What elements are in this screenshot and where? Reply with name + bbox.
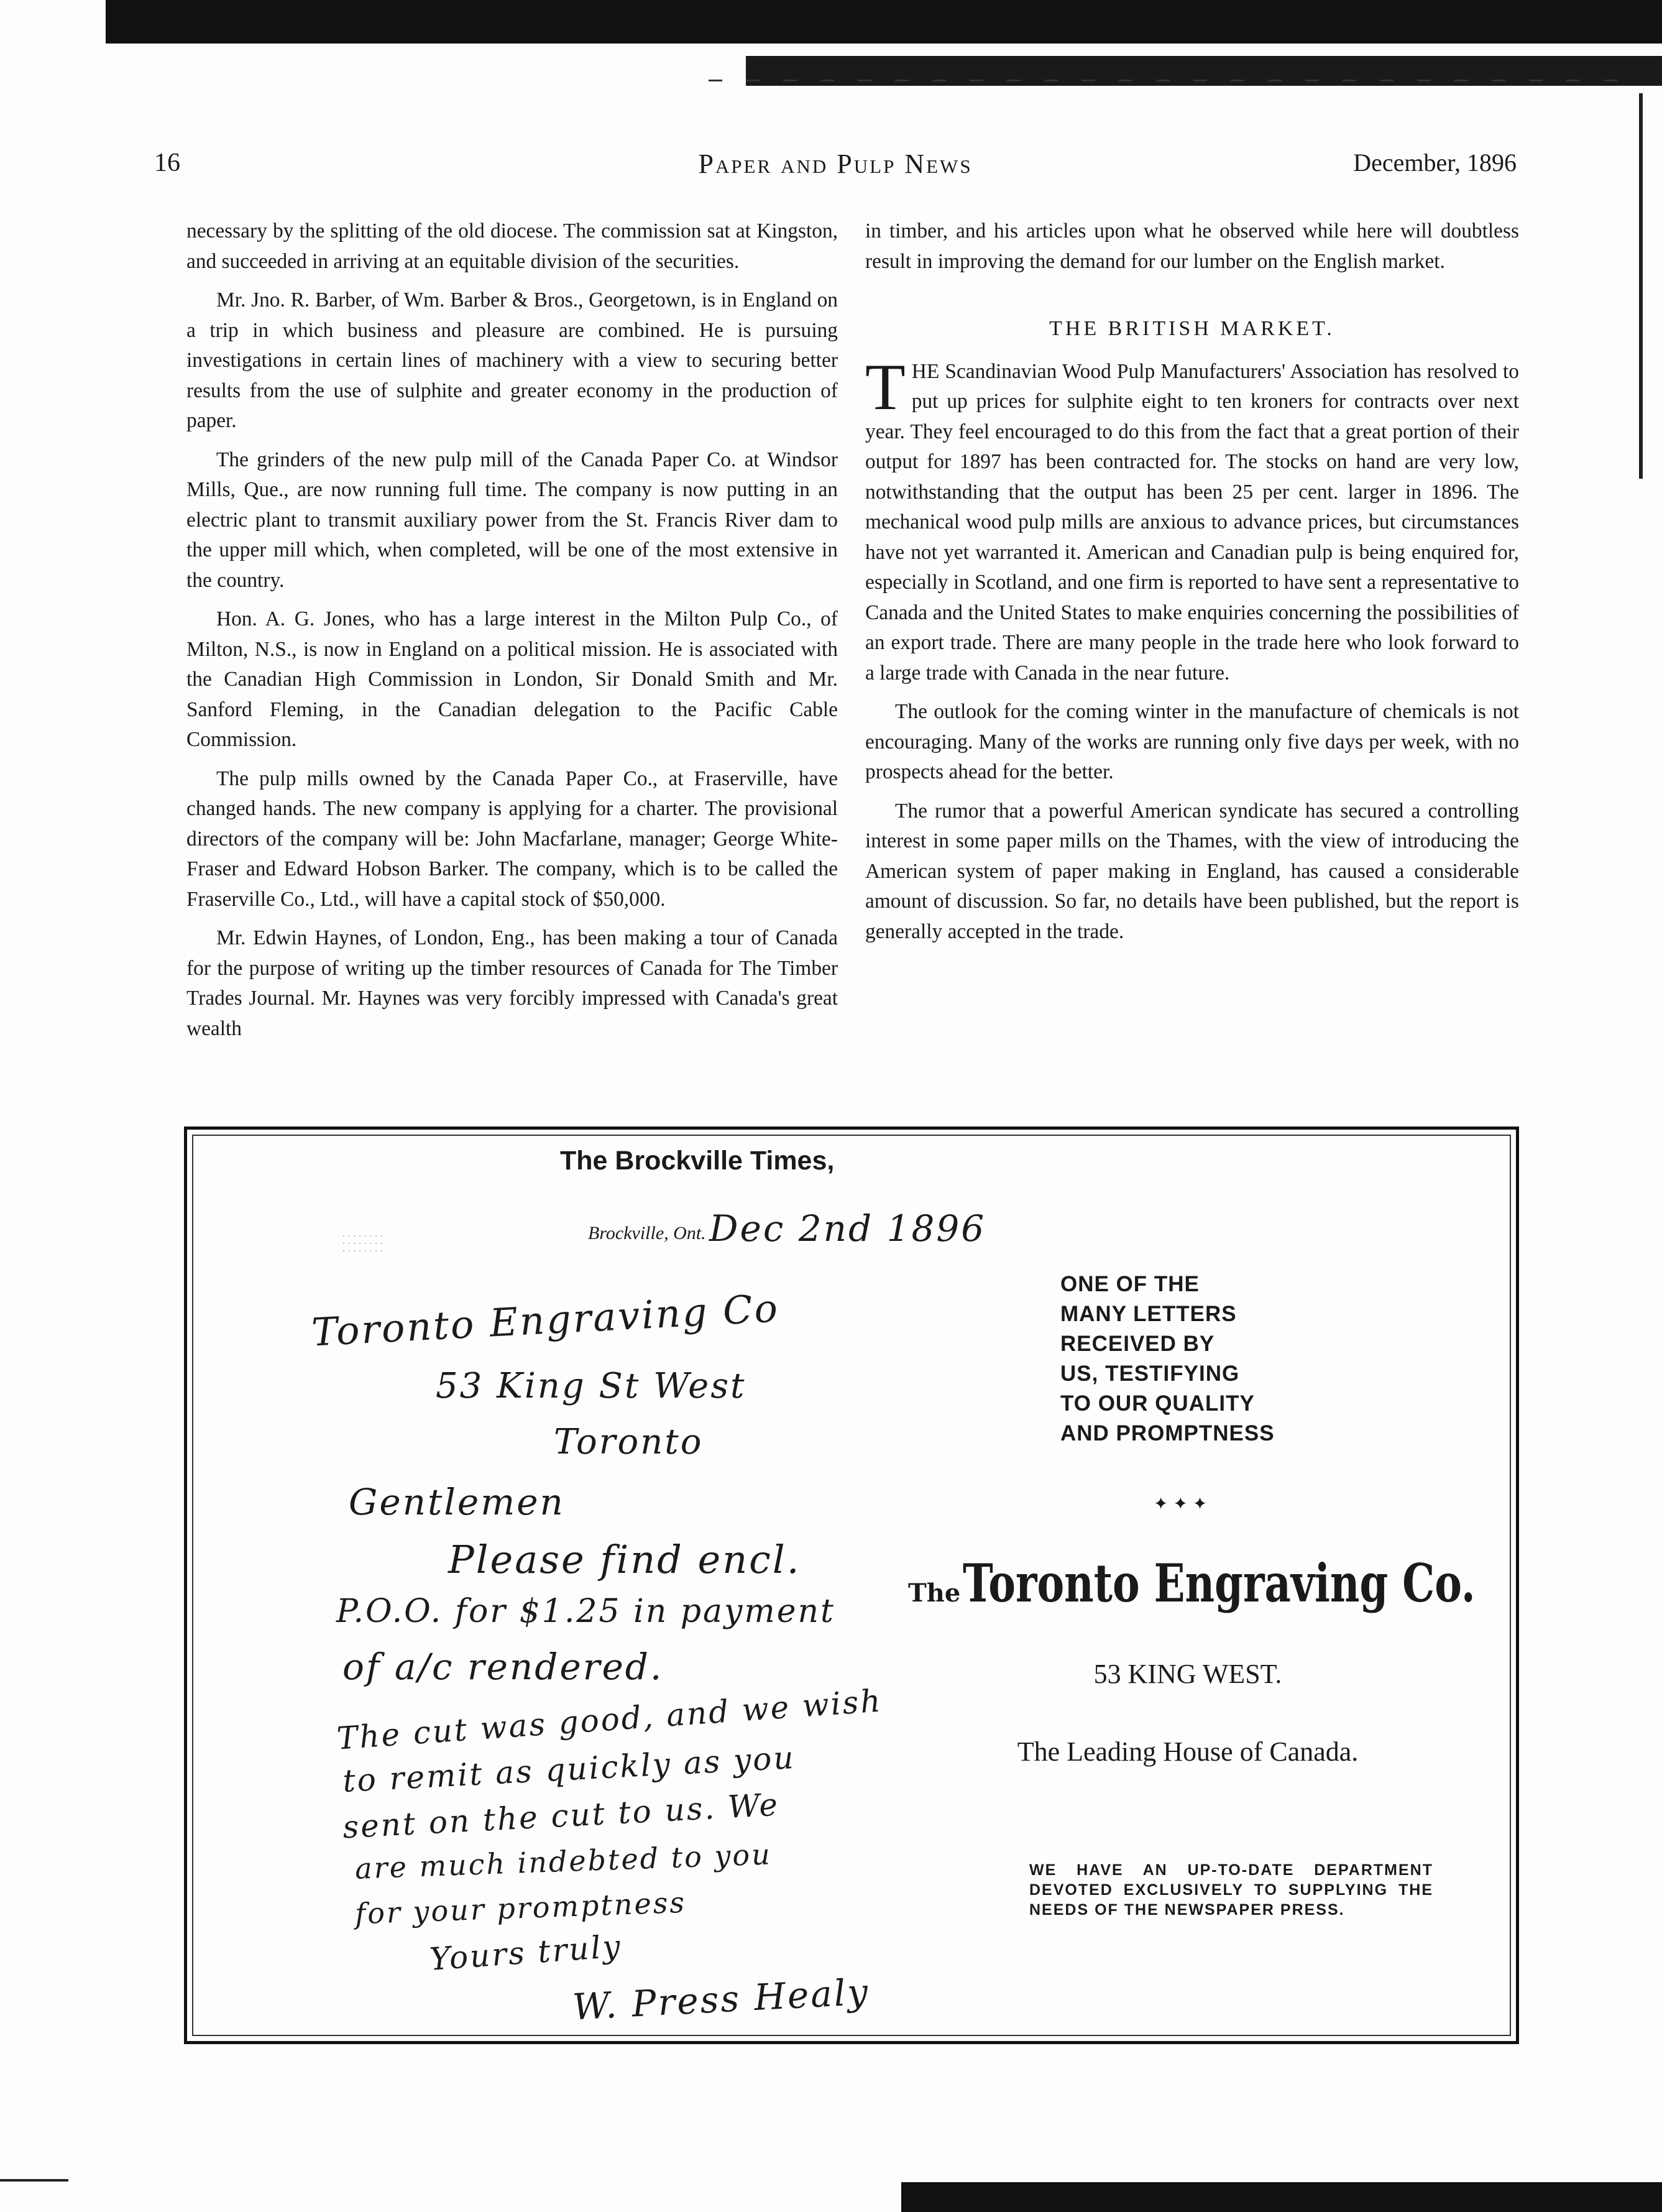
- company-address: 53 KING WEST.: [1093, 1659, 1282, 1689]
- letterhead-title: The Brockville Times,: [560, 1146, 835, 1176]
- letter-line: The cut was good, and we wish: [336, 1682, 884, 1757]
- letterhead-place: Brockville, Ont.: [588, 1223, 706, 1243]
- testimonial-blurb: [1060, 1270, 1275, 1449]
- publication-title: Paper and Pulp News: [698, 149, 973, 179]
- lead-paragraph: [865, 350, 1519, 689]
- letter-line: Toronto Engraving Co: [310, 1285, 781, 1355]
- issue-date: December, 1896: [1353, 149, 1517, 177]
- drop-cap: T: [865, 350, 906, 423]
- letter-line: P.O.O. for $1.25 in payment: [336, 1593, 835, 1630]
- paragraph: necessary by the splitting of the old diocese. The commission sat at Kingston, and succeeded in arriving at an equitable division of the securities.: [186, 219, 838, 273]
- paragraph: The grinders of the new pulp mill of the Canada Paper Co. at Windsor Mills, Que., are now running full time. The company is now putting in an electric plant to transmit auxiliary power from the St. Francis River dam to the upper mill which, when completed, will be one of the most extensive in the country.: [186, 448, 838, 592]
- company-title: Toronto Engraving Co.: [963, 1552, 1476, 1614]
- blurb-line: MANY LETTERS: [1060, 1302, 1237, 1326]
- letter-date: Dec 2nd 1896: [709, 1207, 986, 1250]
- letter-line: to remit as quickly as you: [341, 1739, 796, 1800]
- lead-paragraph-text: HE Scandinavian Wood Pulp Manufacturers' Association has resolved to put up prices for sulphite eight to ten kroners for contracts over next year. They feel encouraged to do this from the fact that a great portion of their output for 1897 has been contracted for. The stocks on hand are very low, notwithstanding that the output has been 25 per cent. larger in 1896. The mechanical wood pulp mills are anxious to advance prices, but circumstances have not yet warranted it. American and Canadian pulp is being enquired for, especially in Scotland, and one firm is reported to have sent a representative to Canada and the United States to make enquiries concerning the possibilities of an export trade. There are many people in the trade here who look forward to a large trade with Canada in the near future.: [865, 359, 1519, 684]
- letterhead-small-print: · · · · · · · · · · · · · · · · · · · · · · · ·: [342, 1232, 383, 1255]
- blurb-line: AND PROMPTNESS: [1060, 1421, 1275, 1445]
- diamond-ornament-icon: ✦✦✦: [1154, 1495, 1213, 1514]
- scan-right-rule: [1639, 93, 1643, 479]
- scan-top-bar: [106, 0, 1662, 44]
- letter-line: sent on the cut to us. We: [341, 1786, 781, 1846]
- letter-line: 53 King St West: [436, 1366, 746, 1406]
- paragraph: Hon. A. G. Jones, who has a large interest in the Milton Pulp Co., of Milton, N.S., is now in England on a political mission. He is associated with the Canadian High Commission in London, Sir Donald Smith and Mr. Sanford Fleming, in the Canadian delegation to the Pacific Cable Commission.: [186, 607, 838, 751]
- blurb-line: TO OUR QUALITY: [1060, 1391, 1255, 1416]
- company-name: [908, 1552, 1476, 1614]
- section-heading: THE BRITISH MARKET.: [1049, 317, 1335, 340]
- paragraph: Mr. Edwin Haynes, of London, Eng., has been making a tour of Canada for the purpose of writing up the timber resources of Canada for The Timber Trades Journal. Mr. Haynes was very forcibly impressed with Canada's great wealth: [186, 926, 838, 1040]
- paragraph: The outlook for the coming winter in the manufacture of chemicals is not encouraging. Many of the works are running only five days per week, with no prospects ahead for the better.: [865, 700, 1519, 783]
- letter-line: Gentlemen: [349, 1481, 565, 1523]
- company-tagline: The Leading House of Canada.: [1017, 1736, 1359, 1767]
- paragraph: The rumor that a powerful American syndicate has secured a controlling interest in some paper mills on the Thames, with the view of introducing the American system of paper making in England, has caused a considerable amount of discussion. So far, no details have been published, but the report is generally accepted in the trade.: [865, 799, 1519, 943]
- company-prefix: The: [908, 1578, 961, 1608]
- scan-left-mark: [0, 2179, 68, 2182]
- blurb-line: RECEIVED BY: [1060, 1332, 1215, 1356]
- advertisement-box: [184, 1127, 1519, 2044]
- right-column: [865, 216, 1519, 956]
- letter-line: are much indebted to you: [354, 1837, 773, 1886]
- letter-line: Toronto: [554, 1422, 704, 1462]
- paragraph: The pulp mills owned by the Canada Paper Co., at Fraserville, have changed hands. The new company is applying for a charter. The provisional directors of the company will be: John Macfarlane, manager; George White-Fraser and Edward Hobson Barker. The company, which is to be called the Fraserville Co., Ltd., will have a capital stock of $50,000.: [186, 767, 838, 911]
- letter-line: of a/c rendered.: [342, 1646, 664, 1688]
- left-column: [186, 216, 838, 1053]
- letter-line: Yours truly: [428, 1928, 623, 1978]
- blurb-line: US, TESTIFYING: [1060, 1362, 1240, 1386]
- letter-line: for your promptness: [354, 1885, 687, 1931]
- paragraph: Mr. Jno. R. Barber, of Wm. Barber & Bros., Georgetown, is in England on a trip in which business and pleasure are combined. He is pursuing investigations in certain lines of machinery with a view to securing better results from the use of sulphite and greater economy in the production of paper.: [186, 288, 838, 432]
- scan-speck-line: [709, 80, 1641, 81]
- page-number: 16: [154, 149, 180, 177]
- letter-signature: W. Press Healy: [571, 1970, 871, 2029]
- letter-line: Please find encl.: [448, 1537, 801, 1582]
- fine-print: WE HAVE AN UP-TO-DATE DEPARTMENT DEVOTED EXCLUSIVELY TO SUPPLYING THE NEEDS OF THE NEWSPAPER PRESS.: [1029, 1861, 1433, 1919]
- paragraph: in timber, and his articles upon what he observed while here will doubtless result in improving the demand for our lumber on the English market.: [865, 219, 1519, 273]
- running-header: [154, 148, 1517, 191]
- blurb-line: ONE OF THE: [1060, 1272, 1200, 1296]
- scan-bottom-bar: [901, 2182, 1662, 2212]
